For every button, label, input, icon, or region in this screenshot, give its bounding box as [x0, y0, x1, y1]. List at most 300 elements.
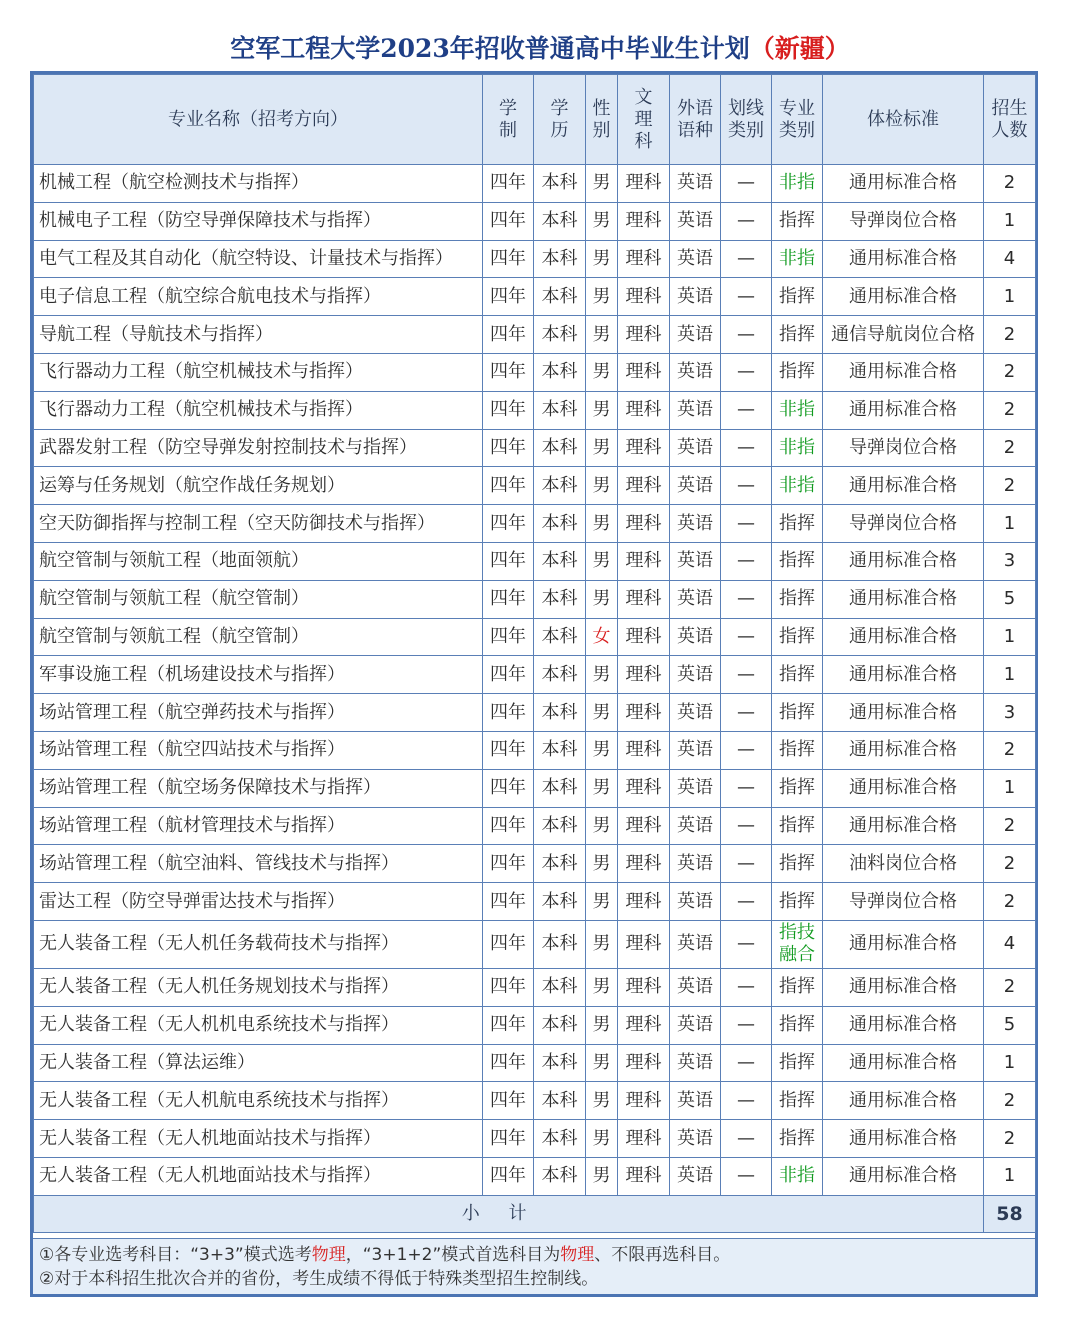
cell-major: 运筹与任务规划（航空作战任务规划） [34, 467, 483, 505]
cell-count: 2 [984, 316, 1036, 354]
cell-major-type: 非指 [772, 391, 823, 429]
cell-language: 英语 [670, 580, 721, 618]
cell-xueli: 本科 [534, 580, 586, 618]
cell-gender: 男 [586, 1006, 618, 1044]
cell-gender: 男 [586, 278, 618, 316]
cell-major-type: 指挥 [772, 968, 823, 1006]
cell-language: 英语 [670, 845, 721, 883]
cell-xueli: 本科 [534, 1157, 586, 1195]
cell-line-type: — [721, 467, 772, 505]
cell-xueli: 本科 [534, 807, 586, 845]
cell-xueli: 本科 [534, 968, 586, 1006]
cell-count: 1 [984, 769, 1036, 807]
subtotal-value: 58 [984, 1195, 1036, 1232]
cell-gender: 男 [586, 656, 618, 694]
cell-line-type: — [721, 769, 772, 807]
cell-major: 场站管理工程（航空弹药技术与指挥） [34, 694, 483, 732]
cell-wenli: 理科 [618, 920, 670, 968]
cell-major: 军事设施工程（机场建设技术与指挥） [34, 656, 483, 694]
cell-gender: 男 [586, 165, 618, 203]
cell-major-type: 指挥 [772, 845, 823, 883]
cell-count: 5 [984, 1006, 1036, 1044]
cell-xueli: 本科 [534, 1082, 586, 1120]
cell-major: 机械电子工程（防空导弹保障技术与指挥） [34, 202, 483, 240]
cell-count: 2 [984, 968, 1036, 1006]
cell-gender: 男 [586, 202, 618, 240]
cell-language: 英语 [670, 883, 721, 921]
cell-count: 2 [984, 1120, 1036, 1158]
cell-gender: 男 [586, 240, 618, 278]
cell-gender: 男 [586, 694, 618, 732]
title-region: （新疆） [749, 34, 850, 63]
note-2: ②对于本科招生批次合并的省份，考生成绩不得低于特殊类型招生控制线。 [39, 1269, 599, 1289]
cell-gender: 男 [586, 353, 618, 391]
cell-count: 1 [984, 505, 1036, 543]
cell-exam: 通用标准合格 [823, 769, 984, 807]
table-row [34, 1157, 1036, 1195]
cell-major: 无人装备工程（无人机任务载荷技术与指挥） [34, 920, 483, 968]
cell-xueli: 本科 [534, 316, 586, 354]
cell-language: 英语 [670, 731, 721, 769]
cell-language: 英语 [670, 656, 721, 694]
cell-xueli: 本科 [534, 202, 586, 240]
cell-major: 无人装备工程（无人机机电系统技术与指挥） [34, 1006, 483, 1044]
table-header-row [34, 75, 1036, 165]
cell-exam: 通用标准合格 [823, 694, 984, 732]
cell-xuezhi: 四年 [483, 1120, 534, 1158]
table-row [34, 165, 1036, 203]
cell-xuezhi: 四年 [483, 391, 534, 429]
cell-line-type: — [721, 278, 772, 316]
cell-line-type: — [721, 240, 772, 278]
cell-major-type: 指挥 [772, 278, 823, 316]
cell-xuezhi: 四年 [483, 769, 534, 807]
note-1: ①各专业选考科目：“3+3”模式选考物理，“3+1+2”模式首选科目为物理、不限再选科目。 [39, 1245, 731, 1265]
cell-major-type: 指挥 [772, 542, 823, 580]
cell-xueli: 本科 [534, 1044, 586, 1082]
cell-wenli: 理科 [618, 845, 670, 883]
cell-exam: 油料岗位合格 [823, 845, 984, 883]
table-row [34, 580, 1036, 618]
cell-xuezhi: 四年 [483, 202, 534, 240]
cell-gender: 男 [586, 1082, 618, 1120]
table-row [34, 920, 1036, 968]
table-row [34, 1120, 1036, 1158]
cell-gender: 男 [586, 542, 618, 580]
cell-exam: 通用标准合格 [823, 353, 984, 391]
cell-xuezhi: 四年 [483, 694, 534, 732]
cell-major-type: 指挥 [772, 580, 823, 618]
cell-line-type: — [721, 920, 772, 968]
cell-xueli: 本科 [534, 769, 586, 807]
table-row [34, 202, 1036, 240]
cell-exam: 通用标准合格 [823, 278, 984, 316]
cell-xueli: 本科 [534, 542, 586, 580]
cell-line-type: — [721, 1044, 772, 1082]
cell-xuezhi: 四年 [483, 505, 534, 543]
cell-count: 1 [984, 618, 1036, 656]
cell-language: 英语 [670, 165, 721, 203]
cell-count: 1 [984, 1044, 1036, 1082]
cell-xueli: 本科 [534, 694, 586, 732]
cell-major: 电气工程及其自动化（航空特设、计量技术与指挥） [34, 240, 483, 278]
cell-count: 4 [984, 920, 1036, 968]
cell-line-type: — [721, 968, 772, 1006]
cell-wenli: 理科 [618, 316, 670, 354]
cell-exam: 通用标准合格 [823, 165, 984, 203]
cell-gender: 男 [586, 968, 618, 1006]
cell-xuezhi: 四年 [483, 845, 534, 883]
cell-xueli: 本科 [534, 618, 586, 656]
cell-language: 英语 [670, 1120, 721, 1158]
cell-language: 英语 [670, 202, 721, 240]
cell-language: 英语 [670, 505, 721, 543]
table-row [34, 845, 1036, 883]
cell-wenli: 理科 [618, 278, 670, 316]
cell-exam: 通信导航岗位合格 [823, 316, 984, 354]
cell-wenli: 理科 [618, 580, 670, 618]
cell-language: 英语 [670, 316, 721, 354]
cell-xuezhi: 四年 [483, 968, 534, 1006]
header-major-type: 专业 类别 [772, 75, 823, 165]
cell-line-type: — [721, 353, 772, 391]
cell-line-type: — [721, 883, 772, 921]
cell-major: 无人装备工程（无人机地面站技术与指挥） [34, 1120, 483, 1158]
cell-wenli: 理科 [618, 353, 670, 391]
cell-major-type: 指挥 [772, 1120, 823, 1158]
cell-major-type: 指挥 [772, 769, 823, 807]
page-title [0, 30, 1080, 68]
cell-xueli: 本科 [534, 240, 586, 278]
header-xueli: 学 历 [534, 75, 586, 165]
table-row [34, 883, 1036, 921]
table-row [34, 807, 1036, 845]
cell-major: 航空管制与领航工程（航空管制） [34, 618, 483, 656]
cell-xueli: 本科 [534, 1006, 586, 1044]
cell-xuezhi: 四年 [483, 1044, 534, 1082]
cell-gender: 男 [586, 731, 618, 769]
cell-major: 飞行器动力工程（航空机械技术与指挥） [34, 391, 483, 429]
cell-major-type: 指挥 [772, 656, 823, 694]
cell-major: 雷达工程（防空导弹雷达技术与指挥） [34, 883, 483, 921]
cell-language: 英语 [670, 1006, 721, 1044]
cell-line-type: — [721, 845, 772, 883]
table-row [34, 1006, 1036, 1044]
cell-line-type: — [721, 807, 772, 845]
cell-xueli: 本科 [534, 920, 586, 968]
cell-wenli: 理科 [618, 542, 670, 580]
cell-xuezhi: 四年 [483, 580, 534, 618]
cell-count: 1 [984, 202, 1036, 240]
cell-major-type: 指挥 [772, 807, 823, 845]
cell-exam: 通用标准合格 [823, 240, 984, 278]
cell-xueli: 本科 [534, 883, 586, 921]
cell-xueli: 本科 [534, 1120, 586, 1158]
cell-count: 2 [984, 429, 1036, 467]
cell-wenli: 理科 [618, 391, 670, 429]
cell-count: 2 [984, 1082, 1036, 1120]
cell-wenli: 理科 [618, 202, 670, 240]
cell-gender: 男 [586, 580, 618, 618]
notes [33, 1238, 1035, 1294]
cell-xuezhi: 四年 [483, 807, 534, 845]
cell-major: 机械工程（航空检测技术与指挥） [34, 165, 483, 203]
cell-xueli: 本科 [534, 429, 586, 467]
cell-count: 2 [984, 731, 1036, 769]
cell-gender: 男 [586, 1044, 618, 1082]
table-row [34, 542, 1036, 580]
cell-language: 英语 [670, 1157, 721, 1195]
cell-xueli: 本科 [534, 505, 586, 543]
cell-count: 3 [984, 542, 1036, 580]
cell-xueli: 本科 [534, 845, 586, 883]
cell-line-type: — [721, 694, 772, 732]
cell-count: 3 [984, 694, 1036, 732]
cell-wenli: 理科 [618, 731, 670, 769]
cell-language: 英语 [670, 694, 721, 732]
table-row [34, 467, 1036, 505]
cell-xuezhi: 四年 [483, 731, 534, 769]
table-row [34, 656, 1036, 694]
cell-exam: 通用标准合格 [823, 731, 984, 769]
table-row [34, 240, 1036, 278]
cell-language: 英语 [670, 1044, 721, 1082]
cell-major: 空天防御指挥与控制工程（空天防御技术与指挥） [34, 505, 483, 543]
cell-xuezhi: 四年 [483, 278, 534, 316]
cell-xuezhi: 四年 [483, 316, 534, 354]
cell-major: 无人装备工程（无人机任务规划技术与指挥） [34, 968, 483, 1006]
header-count: 招生 人数 [984, 75, 1036, 165]
cell-exam: 通用标准合格 [823, 618, 984, 656]
cell-xueli: 本科 [534, 165, 586, 203]
cell-exam: 通用标准合格 [823, 580, 984, 618]
cell-exam: 导弹岗位合格 [823, 505, 984, 543]
cell-exam: 通用标准合格 [823, 1120, 984, 1158]
cell-major: 无人装备工程（无人机地面站技术与指挥） [34, 1157, 483, 1195]
cell-line-type: — [721, 316, 772, 354]
cell-major: 导航工程（导航技术与指挥） [34, 316, 483, 354]
table-row [34, 1044, 1036, 1082]
cell-major-type: 指挥 [772, 505, 823, 543]
cell-xuezhi: 四年 [483, 883, 534, 921]
cell-exam: 导弹岗位合格 [823, 429, 984, 467]
cell-xueli: 本科 [534, 467, 586, 505]
cell-language: 英语 [670, 618, 721, 656]
cell-wenli: 理科 [618, 1120, 670, 1158]
table-row [34, 694, 1036, 732]
table-row [34, 316, 1036, 354]
cell-major-type: 指挥 [772, 1006, 823, 1044]
cell-major-type: 非指 [772, 467, 823, 505]
cell-wenli: 理科 [618, 1044, 670, 1082]
cell-exam: 通用标准合格 [823, 467, 984, 505]
cell-gender: 男 [586, 467, 618, 505]
cell-wenli: 理科 [618, 694, 670, 732]
cell-major-type: 指技 融合 [772, 920, 823, 968]
table-row [34, 1082, 1036, 1120]
cell-xuezhi: 四年 [483, 353, 534, 391]
table-row [34, 391, 1036, 429]
cell-wenli: 理科 [618, 165, 670, 203]
cell-line-type: — [721, 165, 772, 203]
cell-gender: 男 [586, 920, 618, 968]
cell-line-type: — [721, 731, 772, 769]
header-language: 外语 语种 [670, 75, 721, 165]
cell-major-type: 指挥 [772, 202, 823, 240]
cell-major-type: 指挥 [772, 1082, 823, 1120]
cell-wenli: 理科 [618, 1082, 670, 1120]
title-main: 空军工程大学2023年招收普通高中毕业生计划 [230, 34, 750, 63]
cell-exam: 通用标准合格 [823, 656, 984, 694]
cell-xueli: 本科 [534, 278, 586, 316]
cell-exam: 导弹岗位合格 [823, 202, 984, 240]
cell-gender: 男 [586, 1120, 618, 1158]
cell-major-type: 指挥 [772, 316, 823, 354]
cell-exam: 通用标准合格 [823, 807, 984, 845]
cell-count: 5 [984, 580, 1036, 618]
cell-wenli: 理科 [618, 505, 670, 543]
cell-xuezhi: 四年 [483, 1157, 534, 1195]
cell-count: 2 [984, 845, 1036, 883]
cell-gender: 男 [586, 769, 618, 807]
cell-exam: 通用标准合格 [823, 1157, 984, 1195]
enrollment-table [33, 74, 1036, 1233]
cell-line-type: — [721, 202, 772, 240]
cell-major: 电子信息工程（航空综合航电技术与指挥） [34, 278, 483, 316]
cell-count: 1 [984, 656, 1036, 694]
header-gender: 性 别 [586, 75, 618, 165]
cell-count: 1 [984, 1157, 1036, 1195]
cell-language: 英语 [670, 429, 721, 467]
cell-wenli: 理科 [618, 968, 670, 1006]
cell-xuezhi: 四年 [483, 240, 534, 278]
cell-line-type: — [721, 656, 772, 694]
cell-wenli: 理科 [618, 467, 670, 505]
cell-xuezhi: 四年 [483, 165, 534, 203]
cell-major-type: 指挥 [772, 1044, 823, 1082]
cell-count: 4 [984, 240, 1036, 278]
cell-count: 2 [984, 883, 1036, 921]
cell-language: 英语 [670, 1082, 721, 1120]
cell-exam: 导弹岗位合格 [823, 883, 984, 921]
cell-line-type: — [721, 1157, 772, 1195]
table-row [34, 731, 1036, 769]
cell-xueli: 本科 [534, 391, 586, 429]
cell-count: 2 [984, 165, 1036, 203]
cell-language: 英语 [670, 968, 721, 1006]
cell-major-type: 非指 [772, 165, 823, 203]
cell-major: 飞行器动力工程（航空机械技术与指挥） [34, 353, 483, 391]
table-row [34, 429, 1036, 467]
table-row [34, 618, 1036, 656]
cell-wenli: 理科 [618, 656, 670, 694]
cell-count: 2 [984, 807, 1036, 845]
cell-line-type: — [721, 505, 772, 543]
header-xuezhi: 学 制 [483, 75, 534, 165]
cell-wenli: 理科 [618, 1006, 670, 1044]
cell-xuezhi: 四年 [483, 467, 534, 505]
cell-gender: 男 [586, 391, 618, 429]
cell-exam: 通用标准合格 [823, 968, 984, 1006]
cell-major-type: 指挥 [772, 353, 823, 391]
header-line-type: 划线 类别 [721, 75, 772, 165]
cell-major: 航空管制与领航工程（地面领航） [34, 542, 483, 580]
cell-xueli: 本科 [534, 656, 586, 694]
cell-xuezhi: 四年 [483, 1082, 534, 1120]
cell-language: 英语 [670, 240, 721, 278]
cell-gender: 女 [586, 618, 618, 656]
cell-major-type: 指挥 [772, 618, 823, 656]
cell-xuezhi: 四年 [483, 542, 534, 580]
cell-line-type: — [721, 1006, 772, 1044]
cell-gender: 男 [586, 1157, 618, 1195]
cell-exam: 通用标准合格 [823, 542, 984, 580]
cell-language: 英语 [670, 920, 721, 968]
table-row [34, 353, 1036, 391]
header-exam: 体检标准 [823, 75, 984, 165]
cell-count: 2 [984, 391, 1036, 429]
cell-language: 英语 [670, 278, 721, 316]
cell-line-type: — [721, 429, 772, 467]
cell-wenli: 理科 [618, 807, 670, 845]
cell-major-type: 指挥 [772, 731, 823, 769]
cell-xuezhi: 四年 [483, 429, 534, 467]
cell-gender: 男 [586, 845, 618, 883]
cell-count: 1 [984, 278, 1036, 316]
cell-count: 2 [984, 353, 1036, 391]
cell-language: 英语 [670, 391, 721, 429]
cell-gender: 男 [586, 883, 618, 921]
cell-count: 2 [984, 467, 1036, 505]
cell-exam: 通用标准合格 [823, 1044, 984, 1082]
cell-language: 英语 [670, 467, 721, 505]
cell-major: 武器发射工程（防空导弹发射控制技术与指挥） [34, 429, 483, 467]
cell-wenli: 理科 [618, 240, 670, 278]
cell-language: 英语 [670, 769, 721, 807]
cell-major-type: 非指 [772, 240, 823, 278]
cell-wenli: 理科 [618, 1157, 670, 1195]
subtotal-label: 小计 [34, 1195, 984, 1232]
cell-exam: 通用标准合格 [823, 1082, 984, 1120]
cell-line-type: — [721, 542, 772, 580]
cell-exam: 通用标准合格 [823, 1006, 984, 1044]
cell-gender: 男 [586, 505, 618, 543]
table-row [34, 505, 1036, 543]
cell-xuezhi: 四年 [483, 656, 534, 694]
table-row [34, 769, 1036, 807]
cell-wenli: 理科 [618, 429, 670, 467]
header-major: 专业名称（招考方向） [34, 75, 483, 165]
cell-major: 无人装备工程（算法运维） [34, 1044, 483, 1082]
cell-major: 场站管理工程（航空四站技术与指挥） [34, 731, 483, 769]
cell-exam: 通用标准合格 [823, 920, 984, 968]
cell-line-type: — [721, 1120, 772, 1158]
cell-major: 航空管制与领航工程（航空管制） [34, 580, 483, 618]
cell-xueli: 本科 [534, 731, 586, 769]
cell-major: 场站管理工程（航空油料、管线技术与指挥） [34, 845, 483, 883]
header-wenli: 文 理 科 [618, 75, 670, 165]
cell-exam: 通用标准合格 [823, 391, 984, 429]
cell-gender: 男 [586, 429, 618, 467]
cell-major: 场站管理工程（航空场务保障技术与指挥） [34, 769, 483, 807]
cell-line-type: — [721, 391, 772, 429]
cell-major-type: 指挥 [772, 883, 823, 921]
cell-xuezhi: 四年 [483, 618, 534, 656]
cell-line-type: — [721, 618, 772, 656]
cell-major-type: 指挥 [772, 694, 823, 732]
cell-wenli: 理科 [618, 883, 670, 921]
cell-major-type: 非指 [772, 429, 823, 467]
